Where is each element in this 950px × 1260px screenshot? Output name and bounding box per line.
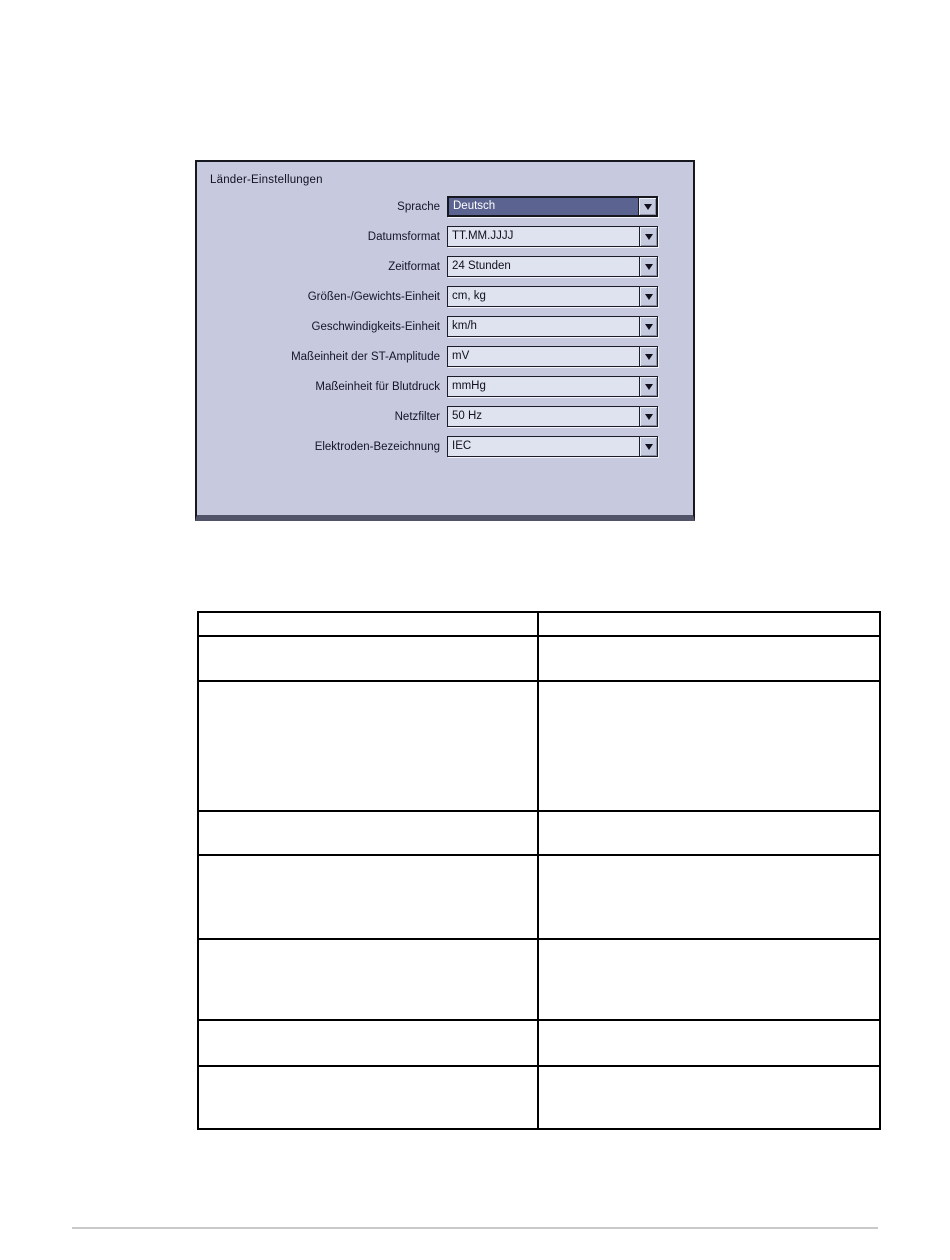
blutdruck-dropdown-button[interactable] — [639, 377, 657, 396]
zeitformat-dropdown-button[interactable] — [639, 257, 657, 276]
table-row — [198, 636, 880, 681]
chevron-down-icon — [645, 414, 653, 420]
datumsformat-label: Datumsformat — [367, 230, 440, 243]
chevron-down-icon — [645, 324, 653, 330]
elektroden-bezeichnung-dropdown-button[interactable] — [639, 437, 657, 456]
chevron-down-icon — [645, 234, 653, 240]
st-amplitude-dropdown-button[interactable] — [639, 347, 657, 366]
form-row-geschwindigkeits-einheit — [197, 316, 658, 337]
sprache-dropdown[interactable] — [447, 196, 658, 217]
datumsformat-dropdown-button[interactable] — [639, 227, 657, 246]
groessen-gewichts-einheit-dropdown-button[interactable] — [639, 287, 657, 306]
form-row-datumsformat — [197, 226, 658, 247]
geschwindigkeits-einheit-label: Geschwindigkeits-Einheit — [311, 320, 440, 333]
chevron-down-icon — [645, 354, 653, 360]
form-row-groessen-gewichts-einheit — [197, 286, 658, 307]
geschwindigkeits-einheit-dropdown-value[interactable]: km/h — [452, 320, 477, 332]
elektroden-bezeichnung-label: Elektroden-Bezeichnung — [314, 440, 440, 453]
form-row-netzfilter — [197, 406, 658, 427]
groessen-gewichts-einheit-dropdown-value[interactable]: cm, kg — [452, 290, 486, 302]
table-cell — [538, 811, 880, 855]
table-cell — [198, 811, 538, 855]
form-row-blutdruck — [197, 376, 658, 397]
table-cell — [538, 1020, 880, 1066]
table-row — [198, 1020, 880, 1066]
sprache-dropdown-button[interactable] — [638, 198, 656, 215]
table-row — [198, 811, 880, 855]
table-row — [198, 939, 880, 1020]
chevron-down-icon — [645, 444, 653, 450]
table-row — [198, 855, 880, 939]
form-row-elektroden-bezeichnung — [197, 436, 658, 457]
groessen-gewichts-einheit-dropdown[interactable] — [447, 286, 658, 307]
geschwindigkeits-einheit-dropdown-button[interactable] — [639, 317, 657, 336]
table-cell — [538, 855, 880, 939]
dialog-title: Länder-Einstellungen — [210, 174, 323, 186]
st-amplitude-label: Maßeinheit der ST-Amplitude — [291, 350, 440, 363]
elektroden-bezeichnung-dropdown-value[interactable]: IEC — [452, 440, 472, 452]
geschwindigkeits-einheit-dropdown[interactable] — [447, 316, 658, 337]
netzfilter-dropdown-value[interactable]: 50 Hz — [452, 410, 483, 422]
table-cell — [198, 636, 538, 681]
table-row — [198, 612, 880, 636]
st-amplitude-dropdown[interactable] — [447, 346, 658, 367]
table-row — [198, 1066, 880, 1129]
footer-divider — [72, 1227, 878, 1229]
zeitformat-label: Zeitformat — [388, 260, 440, 273]
blutdruck-dropdown[interactable] — [447, 376, 658, 397]
table-row — [198, 681, 880, 811]
netzfilter-dropdown-button[interactable] — [639, 407, 657, 426]
chevron-down-icon — [645, 384, 653, 390]
table-cell — [538, 681, 880, 811]
datumsformat-dropdown[interactable] — [447, 226, 658, 247]
netzfilter-label: Netzfilter — [394, 410, 440, 423]
blutdruck-label: Maßeinheit für Blutdruck — [315, 380, 440, 393]
sprache-dropdown-value[interactable]: Deutsch — [449, 198, 638, 215]
table-cell — [198, 612, 538, 636]
reference-table — [197, 611, 881, 1130]
chevron-down-icon — [644, 204, 652, 210]
datumsformat-dropdown-value[interactable]: TT.MM.JJJJ — [452, 230, 514, 242]
laender-einstellungen-dialog — [195, 160, 695, 521]
table-cell — [538, 1066, 880, 1129]
st-amplitude-dropdown-value[interactable]: mV — [452, 350, 470, 362]
table-cell — [198, 855, 538, 939]
table-cell — [538, 612, 880, 636]
netzfilter-dropdown[interactable] — [447, 406, 658, 427]
table-cell — [538, 636, 880, 681]
form-row-st-amplitude — [197, 346, 658, 367]
zeitformat-dropdown[interactable] — [447, 256, 658, 277]
chevron-down-icon — [645, 294, 653, 300]
table-cell — [198, 1066, 538, 1129]
table-cell — [198, 681, 538, 811]
form-row-sprache — [197, 196, 658, 217]
form-row-zeitformat — [197, 256, 658, 277]
zeitformat-dropdown-value[interactable]: 24 Stunden — [452, 260, 511, 272]
blutdruck-dropdown-value[interactable]: mmHg — [452, 380, 486, 392]
sprache-label: Sprache — [397, 200, 440, 213]
table-cell — [198, 1020, 538, 1066]
groessen-gewichts-einheit-label: Größen-/Gewichts-Einheit — [307, 290, 440, 303]
table-cell — [538, 939, 880, 1020]
chevron-down-icon — [645, 264, 653, 270]
table-cell — [198, 939, 538, 1020]
elektroden-bezeichnung-dropdown[interactable] — [447, 436, 658, 457]
